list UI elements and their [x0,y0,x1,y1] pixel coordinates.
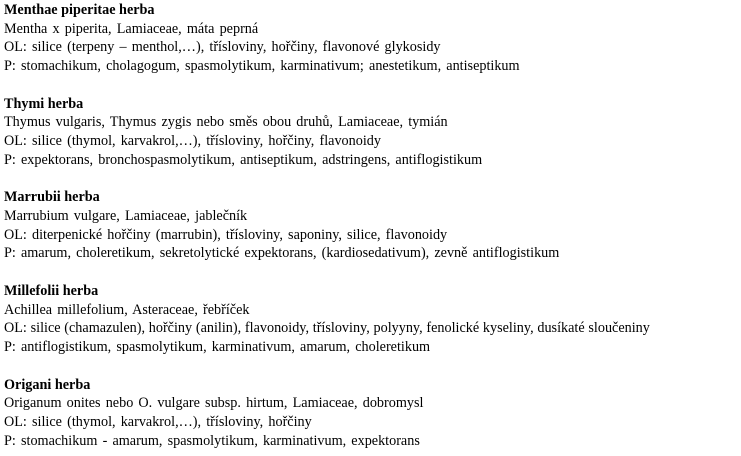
document-page [4,1,741,450]
herb-entry-marrubii [4,188,741,263]
herb-title: Millefolii herba [4,282,99,299]
herb-entry-menthae [4,1,741,76]
herb-species-family: Marrubium vulgare, Lamiaceae, jablečník [4,207,248,224]
herb-constituents: OL: silice (thymol, karvakrol,…), třísloviny, hořčiny, flavonoidy [4,133,381,150]
herb-uses: P: amarum, choleretikum, sekretolytické expektorans, (kardiosedativum), zevně antiflogistikum [4,245,560,262]
herb-title: Marrubii herba [4,189,100,206]
herb-species-family: Achillea millefolium, Asteraceae, řebříček [4,301,250,318]
herb-uses: P: expektorans, bronchospasmolytikum, antiseptikum, adstringens, antiflogistikum [4,151,483,168]
herb-entry-millefolii [4,282,741,357]
herb-species-family: Thymus vulgaris, Thymus zygis nebo směs obou druhů, Lamiaceae, tymián [4,114,448,131]
paragraph-gap [4,76,741,95]
paragraph-gap [4,357,741,376]
herb-constituents: OL: diterpenické hořčiny (marrubin), třísloviny, saponiny, silice, flavonoidy [4,226,448,243]
herb-uses: P: stomachikum - amarum, spasmolytikum, karminativum, expektorans [4,432,420,449]
herb-constituents: OL: silice (chamazulen), hořčiny (anilin), flavonoidy, třísloviny, polyyny, fenolické kyseliny, dusíkaté sloučeniny [4,320,650,337]
herb-title: Menthae piperitae herba [4,2,155,18]
herb-species-family: Origanum onites nebo O. vulgare subsp. hirtum, Lamiaceae, dobromysl [4,395,424,412]
herb-entry-origani [4,376,741,451]
herb-title: Origani herba [4,376,91,393]
herb-entry-thymi [4,95,741,170]
herb-uses: P: antiflogistikum, spasmolytikum, karminativum, amarum, choleretikum [4,338,431,355]
herb-constituents: OL: silice (thymol, karvakrol,…), třísloviny, hořčiny [4,413,312,430]
paragraph-gap [4,169,741,188]
herb-species-family: Mentha x piperita, Lamiaceae, máta peprná [4,20,259,37]
paragraph-gap [4,263,741,282]
herb-title: Thymi herba [4,95,84,112]
herb-constituents: OL: silice (terpeny – menthol,…), třísloviny, hořčiny, flavonové glykosidy [4,39,441,56]
herb-uses: P: stomachikum, cholagogum, spasmolytikum, karminativum; anestetikum, antiseptikum [4,58,520,75]
